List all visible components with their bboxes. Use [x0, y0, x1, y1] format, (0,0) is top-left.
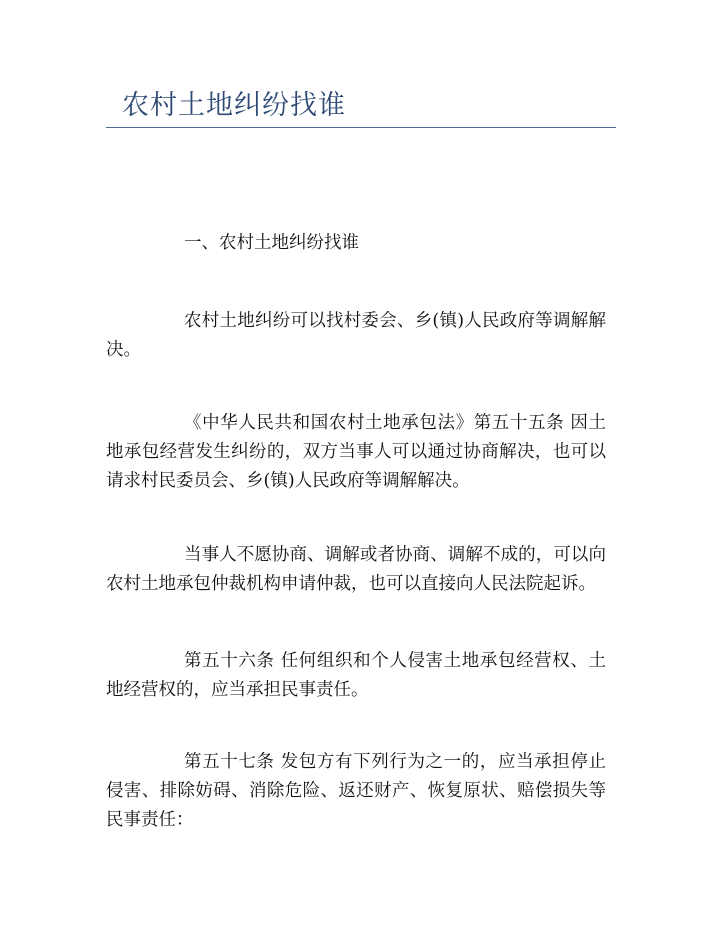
- section-heading: 一、农村土地纠纷找谁: [184, 233, 359, 253]
- paragraph: 《中华人民共和国农村土地承包法》第五十五条 因土地承包经营发生纠纷的，双方当事人可以通过协商解决，也可以请求村民委员会、乡(镇)人民政府等调解解决。: [106, 413, 606, 491]
- paragraph: 第五十七条 发包方有下列行为之一的，应当承担停止侵害、排除妨碍、消除危险、返还财产、恢复原状、赔偿损失等民事责任：: [106, 752, 606, 830]
- paragraph: 当事人不愿协商、调解或者协商、调解不成的，可以向农村土地承包仲裁机构申请仲裁，也可以直接向人民法院起诉。: [106, 545, 606, 594]
- page-title: 农村土地纠纷找谁: [122, 90, 346, 121]
- title-underline: [106, 127, 616, 128]
- paragraph: 第五十六条 任何组织和个人侵害土地承包经营权、土地经营权的，应当承担民事责任。: [106, 651, 606, 700]
- paragraph: 农村土地纠纷可以找村委会、乡(镇)人民政府等调解解决。: [106, 311, 606, 360]
